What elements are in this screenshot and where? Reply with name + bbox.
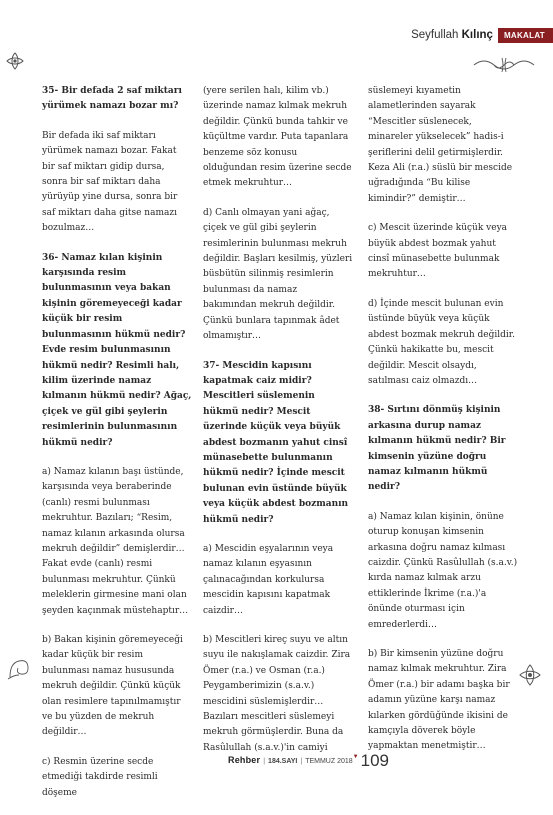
question-heading: 35- Bir defada 2 saf miktarı yürümek namazı bozar mı? (42, 86, 182, 112)
issue-number: 184.SAYI (268, 758, 298, 765)
author-last-name: Kılınç (461, 29, 493, 41)
answer-paragraph: (yere serilen halı, kilim vb.) üzerinde namaz kılmak mekruh değildir. Çünkü bunda tahkir ve küçültme vardır. Puta tapanlara benzeme söz konusu olduğundan resim üzerine secde etmek mekruhtur… (203, 86, 352, 189)
author-first-name: Seyfullah (411, 29, 459, 41)
answer-paragraph: a) Namaz kılanın başı üstünde, karşısında veya beraberinde (canlı) resmi bulunması mekruhtur. Bazıları; “Resim, namaz kılanın arkasında olursa mekruh değildir” demişlerdir… Fakat evde (canlı) resmi bulunması mekruhtur. Çünkü meleklerin girmesine mani olan şeyden kaçınmak müstehaptır… (42, 466, 189, 616)
answer-paragraph: b) Bakan kişinin göremeyeceği kadar küçük bir resim bulunması namaz hususunda mekruh değildir. Çünkü küçük olan resimlere tapınılmamıştır ve bu yüzden de mekruh değildir… (42, 635, 183, 738)
text-column-3 (368, 84, 518, 769)
answer-paragraph: süslemeyi kıyametin alametlerinden sayarak “Mescitler süslenecek, minareler yükselecek” hadis-i şeriflerini delil getirmişlerdir. Keza Ali (r.a.) süslü bir mescide uğradığında “Bu kilise kimindir?” demiştir… (368, 86, 513, 204)
text-column-2 (203, 84, 353, 770)
answer-paragraph: c) Resmin üzerine secde etmediği takdirde resimli döşeme (42, 756, 158, 798)
answer-paragraph: d) İçinde mescit bulunan evin üstünde büyük veya küçük abdest bozmak mekruh değildir. Çünkü hakikatte bu, mescit değildir. Mescit olsaydı, satılması caiz olmazdı… (368, 298, 515, 386)
question-heading: 38- Sırtını dönmüş kişinin arkasına durup namaz kılmanın hükmü nedir? Bir kimsenin yüzüne doğru namaz kılmanın hükmü nedir? (368, 405, 506, 493)
author-name (411, 29, 493, 41)
issue-date: TEMMUZ 2018 (305, 758, 353, 765)
answer-paragraph: a) Mescidin eşyalarının veya namaz kılanın eşyasının çalınacağından korkulursa mescidin kapısını kapatmak caizdir… (203, 543, 334, 616)
corner-ornament-icon (518, 663, 542, 687)
page-footer: Rehber | 184.SAYI | TEMMUZ 2018 ▼ 109 (228, 751, 389, 770)
answer-paragraph: Bir defada iki saf miktarı yürümek namazı bozar. Fakat bir saf miktarı gidip dursa, sonra bir saf miktarı daha yürüyüp yine dursa, sonra bir saf miktarı daha gitse namazı bozulmaz… (42, 130, 178, 234)
corner-ornament-icon (6, 52, 24, 70)
answer-paragraph: a) Namaz kılan kişinin, önüne oturup konuşan kimsenin arkasına doğru namaz kılması caizdir. Çünkü Rasûlullah (s.a.v.) kırda namaz kılmak arzu ettiklerinde İkrime (r.a.)'a önünde oturması için emrederlerdi… (368, 511, 518, 630)
section-tag: MAKALAT (498, 28, 553, 43)
question-heading: 37- Mescidin kapısını kapatmak caiz midir? Mescitleri süslemenin hükmü nedir? Mescit üzerinde küçük veya büyük abdest bozmanın yahut cinsî münasebette bulunmanın hükmü nedir? İçinde mescit bulunan evin üstünde büyük veya küçük abdest bozmanın hükmü nedir? (203, 360, 349, 525)
answer-paragraph: b) Mescitleri kireç suyu ve altın suyu ile nakışlamak caizdir. Zira Ömer (r.a.) ve Osman (r.a.) Peygamberimizin (s.a.v.) mescidini süslemişlerdir… Bazıları mescitleri süslemeyi mekruh görmüşlerdir. Buna da Rasûlullah (s.a.v.)'in camiyi (203, 635, 351, 753)
page-header (411, 24, 553, 46)
flourish-ornament-icon (472, 55, 536, 75)
text-column-1 (42, 84, 192, 815)
answer-paragraph: d) Canlı olmayan yani ağaç, çiçek ve gül gibi şeylerin resimlerinin bulunması mekruh değildir. Başları kesilmiş, yüzleri büsbütün silinmiş resimlerin bulunması da namaz bakımından mekruh değildir. Çünkü bunlara tapınmak âdet olmamıştır… (203, 207, 353, 342)
page-number: 109 (360, 751, 389, 770)
answer-paragraph: b) Bir kimsenin yüzüne doğru namaz kılmak mekruhtur. Zira Ömer (r.a.) bir adamı başka bir adamın yüzüne karşı namaz kılarken gördüğünde ikisini de kamçıyla döverek böyle yapmaktan menetmiştir… (368, 649, 510, 752)
answer-paragraph: c) Mescit üzerinde küçük veya büyük abdest bozmak yahut cinsî münasebette bulunmak mekruhtur… (368, 223, 508, 280)
question-heading: 36- Namaz kılan kişinin karşısında resim bulunmasının veya bakan kişinin göremeyeceği kadar küçük bir resim bulunmasının hükmü nedir? Evde resim bulunmasının hükmü nedir? Resimli halı, kilim üzerinde namaz kılmanın hükmü nedir? Ağaç, çiçek ve gül gibi şeylerin resimlerinin bulunmasının hükmü nedir? (42, 252, 192, 448)
magazine-brand: Rehber (228, 755, 261, 765)
flourish-ornament-icon (6, 655, 32, 681)
